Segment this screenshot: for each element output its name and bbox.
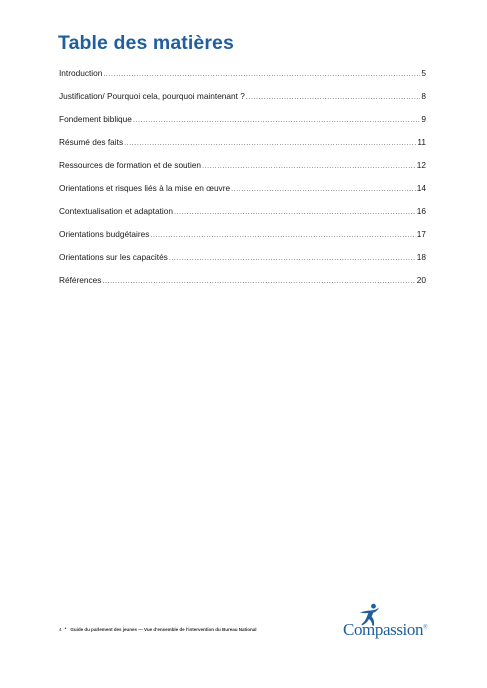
toc-entry-label: Orientations et risques liés à la mise en œuvre	[59, 183, 231, 193]
toc-dot-leader	[133, 115, 420, 126]
toc-entry-orientations-capacites[interactable]	[59, 252, 426, 275]
toc-entry-label: Fondement biblique	[59, 114, 132, 124]
toc-entry-page-number: 8	[421, 91, 426, 101]
toc-entry-ressources[interactable]	[59, 160, 426, 183]
toc-dot-leader	[231, 184, 416, 195]
toc-entry-page-number: 14	[416, 183, 426, 193]
toc-entry-page-number: 20	[416, 275, 426, 285]
toc-entry-orientations-risques[interactable]	[59, 183, 426, 206]
toc-entry-label: Orientations budgétaires	[59, 229, 150, 239]
toc-dot-leader	[124, 138, 416, 149]
toc-dot-leader	[169, 253, 416, 264]
toc-entry-introduction[interactable]	[59, 68, 426, 91]
toc-entry-label: Références	[59, 275, 102, 285]
toc-entry-label: Introduction	[59, 68, 103, 78]
toc-dot-leader	[174, 207, 416, 218]
toc-entry-page-number: 9	[421, 114, 426, 124]
toc-entry-page-number: 17	[416, 229, 426, 239]
toc-entry-page-number: 16	[416, 206, 426, 216]
page-title: Table des matières	[58, 32, 234, 54]
page-footer	[59, 626, 256, 632]
compassion-logo	[340, 603, 432, 643]
toc-entry-page-number: 5	[421, 68, 426, 78]
toc-entry-label: Justification/ Pourquoi cela, pourquoi maintenant ?	[59, 91, 245, 101]
footer-document-title: Guide du parlement des jeunes — Vue d’ensemble de l’intervention du Bureau National	[70, 626, 257, 632]
logo-wordmark: Compassion®	[343, 620, 428, 639]
toc-entry-fondement-biblique[interactable]	[59, 114, 426, 137]
toc-entry-page-number: 18	[416, 252, 426, 262]
toc-dot-leader	[246, 92, 421, 103]
toc-dot-leader	[150, 230, 415, 241]
toc-entry-contextualisation[interactable]	[59, 206, 426, 229]
toc-entry-label: Ressources de formation et de soutien	[59, 160, 202, 170]
toc-entry-label: Résumé des faits	[59, 137, 124, 147]
toc-entry-justification[interactable]	[59, 91, 426, 114]
toc-entry-orientations-budgetaires[interactable]	[59, 229, 426, 252]
toc-entry-label: Orientations sur les capacités	[59, 252, 168, 262]
footer-bullet: •	[64, 626, 67, 632]
toc-entry-references[interactable]	[59, 275, 426, 298]
toc-entry-resume-des-faits[interactable]	[59, 137, 426, 160]
toc-dot-leader	[103, 69, 420, 80]
footer-page-number: 4	[59, 626, 62, 632]
table-of-contents	[59, 68, 426, 298]
toc-dot-leader	[102, 276, 415, 287]
toc-entry-label: Contextualisation et adaptation	[59, 206, 173, 216]
toc-entry-page-number: 11	[417, 137, 426, 147]
toc-dot-leader	[202, 161, 416, 172]
toc-entry-page-number: 12	[416, 160, 426, 170]
